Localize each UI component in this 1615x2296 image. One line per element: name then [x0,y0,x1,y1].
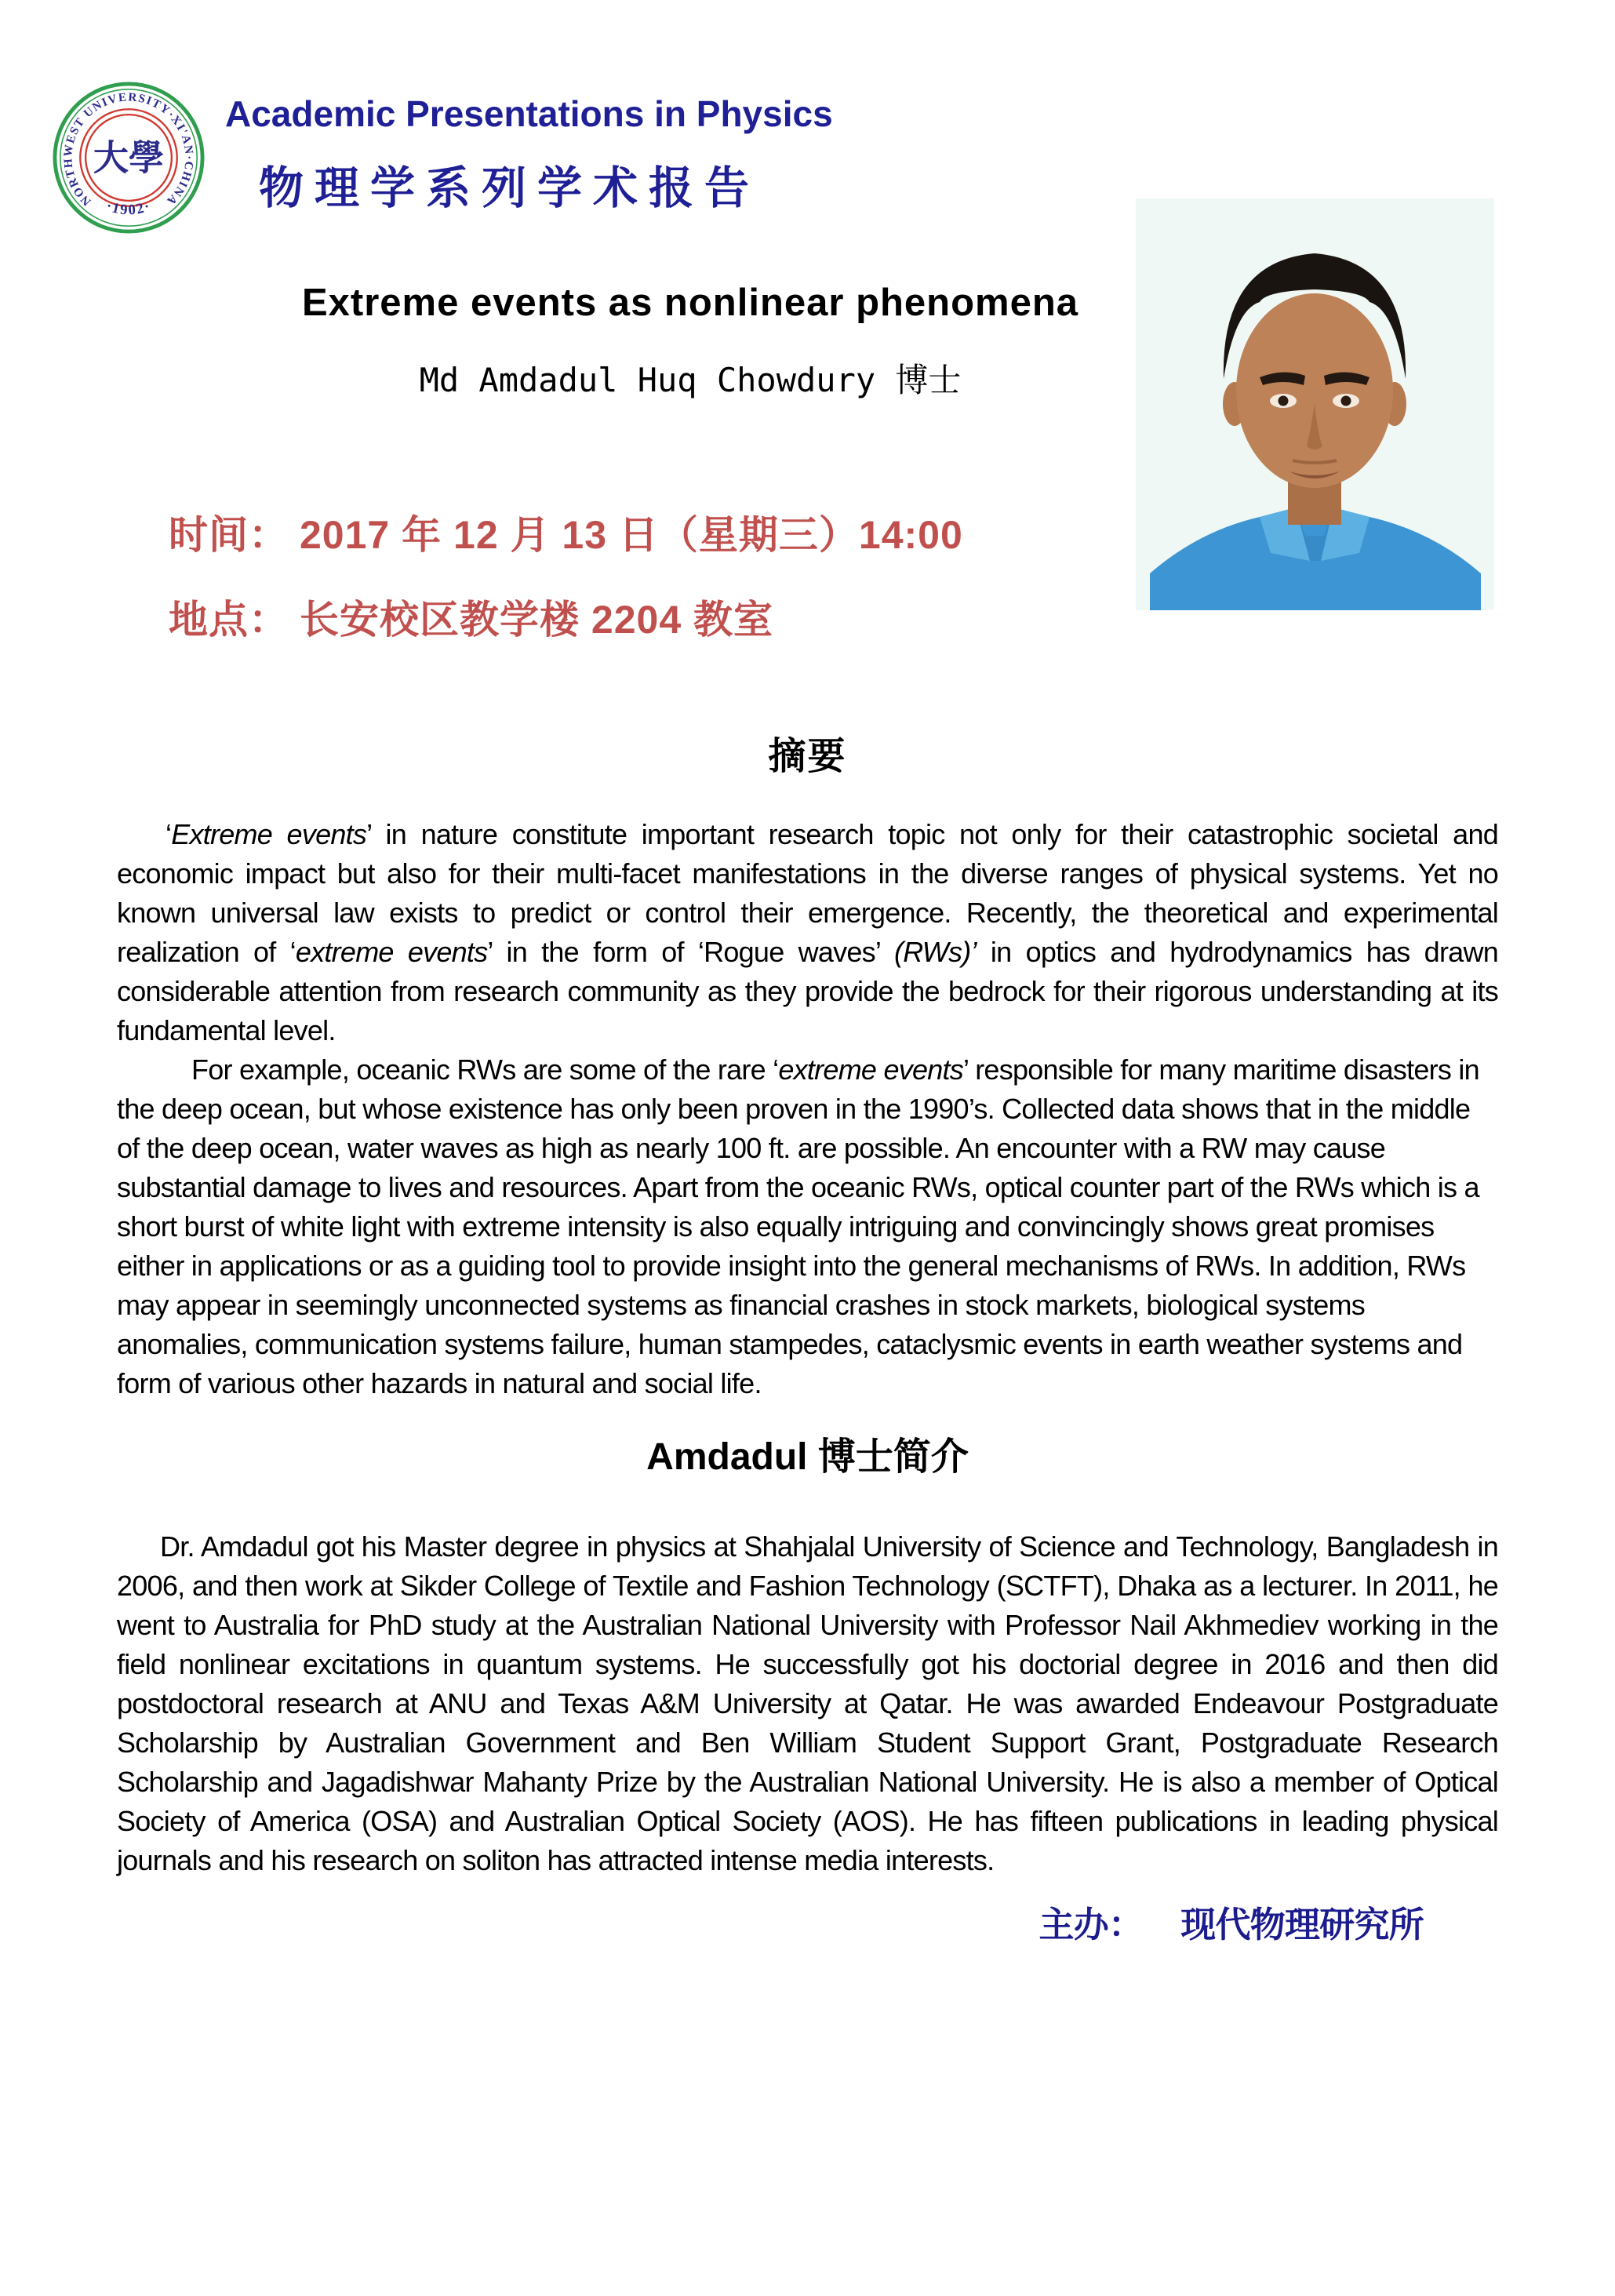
time-value: 2017 年 12 月 13 日（星期三）14:00 [300,513,963,557]
location-label: 地点： [169,598,289,642]
talk-time-line [169,504,963,560]
bio-paragraph: Dr. Amdadul got his Master degree in physics at Shahjalal University of Science and Technology, Bangladesh in 2006, and then work at Sikder College of Textile and Fashion Technology (SCTFT), Dhaka as a lecturer. In 2011, he went to Australia for PhD study at the Australian National University with Professor Nail Akhmediev working in the field nonlinear excitations in quantum systems. He successfully got his doctorial degree in 2016 and then did postdoctoral research at ANU and Texas A&M University at Qatar. He was awarded Endeavour Postgraduate Scholarship by Australian Government and Ben William Student Support Grant, Postgraduate Research Scholarship and Jagadishwar Mahanty Prize by the Australian National University. He is also a member of Optical Society of America (OSA) and Australian Optical Society (AOS). He has fifteen publications in leading physical journals and his research on soliton has attracted intense media interests. [117,1530,1498,1876]
organizer-value: 现代物理研究所 [1180,1905,1424,1945]
bio-heading: Amdadul 博士简介 [646,1436,969,1478]
seal-emblem-text: 大學 [93,138,165,178]
university-seal-logo [52,81,206,227]
speaker-portrait-image [1136,198,1494,610]
series-title-chinese: 物理学系列学术报告 [259,164,760,213]
abstract-paragraph-2: For example, oceanic RWs are some of the rare ‘extreme events’ responsible for many maritime disasters in the deep ocean, but whose existence has only been proven in the 1990’s. Collected data shows that in the middle of the deep ocean, water waves as high as nearly 100 ft. are possible. An encounter with a RW may cause substantial damage to lives and resources. Apart from the oceanic RWs, optical counter part of the RWs which is a short burst of white light with extreme intensity is also equally intriguing and convincingly shows great promises either in applications or as a guiding tool to provide insight into the general mechanisms of RWs. In addition, RWs may appear in seemingly unconnected systems as financial crashes in stock markets, biological systems anomalies, communication systems failure, human stampedes, cataclysmic events in earth weather systems and form of various other hazards in natural and social life. [117,1053,1479,1399]
organizer-line [117,1905,1498,1945]
organizer-label: 主办： [1038,1905,1144,1945]
talk-location-line [169,588,773,645]
talk-title: Extreme events as nonlinear phenomena [301,282,1079,324]
abstract-paragraph-1: ‘Extreme events’ in nature constitute important research topic not only for their catastrophic societal and economic impact but also for their multi-facet manifestations in the diverse ranges of physical systems. Yet no known universal law exists to predict or control their emergence. Recently, the theoretical and experimental realization of ‘extreme events’ in the form of ‘Rogue waves’ (RWs)’ in optics and hydrodynamics has drawn considerable attention from research community as they provide the bedrock for their rigorous understanding at its fundamental level. [117,818,1498,1046]
speaker-photo [1136,198,1494,610]
face-shape [1236,293,1393,488]
abstract-heading: 摘要 [768,736,847,777]
time-label: 时间： [169,513,289,557]
location-value: 长安校区教学楼 2204 教室 [300,598,774,642]
seal-year-text: ·1902· [104,198,154,219]
university-seal-icon [52,81,206,235]
series-title-english: Academic Presentations in Physics [225,93,833,134]
content-column [117,733,1498,1945]
seal-ring-text: NORTHWEST UNIVERSITY·XI'AN·CHINA [61,90,196,209]
speaker-name: Md Amdadul Huq Chowdury 博士 [419,361,962,399]
